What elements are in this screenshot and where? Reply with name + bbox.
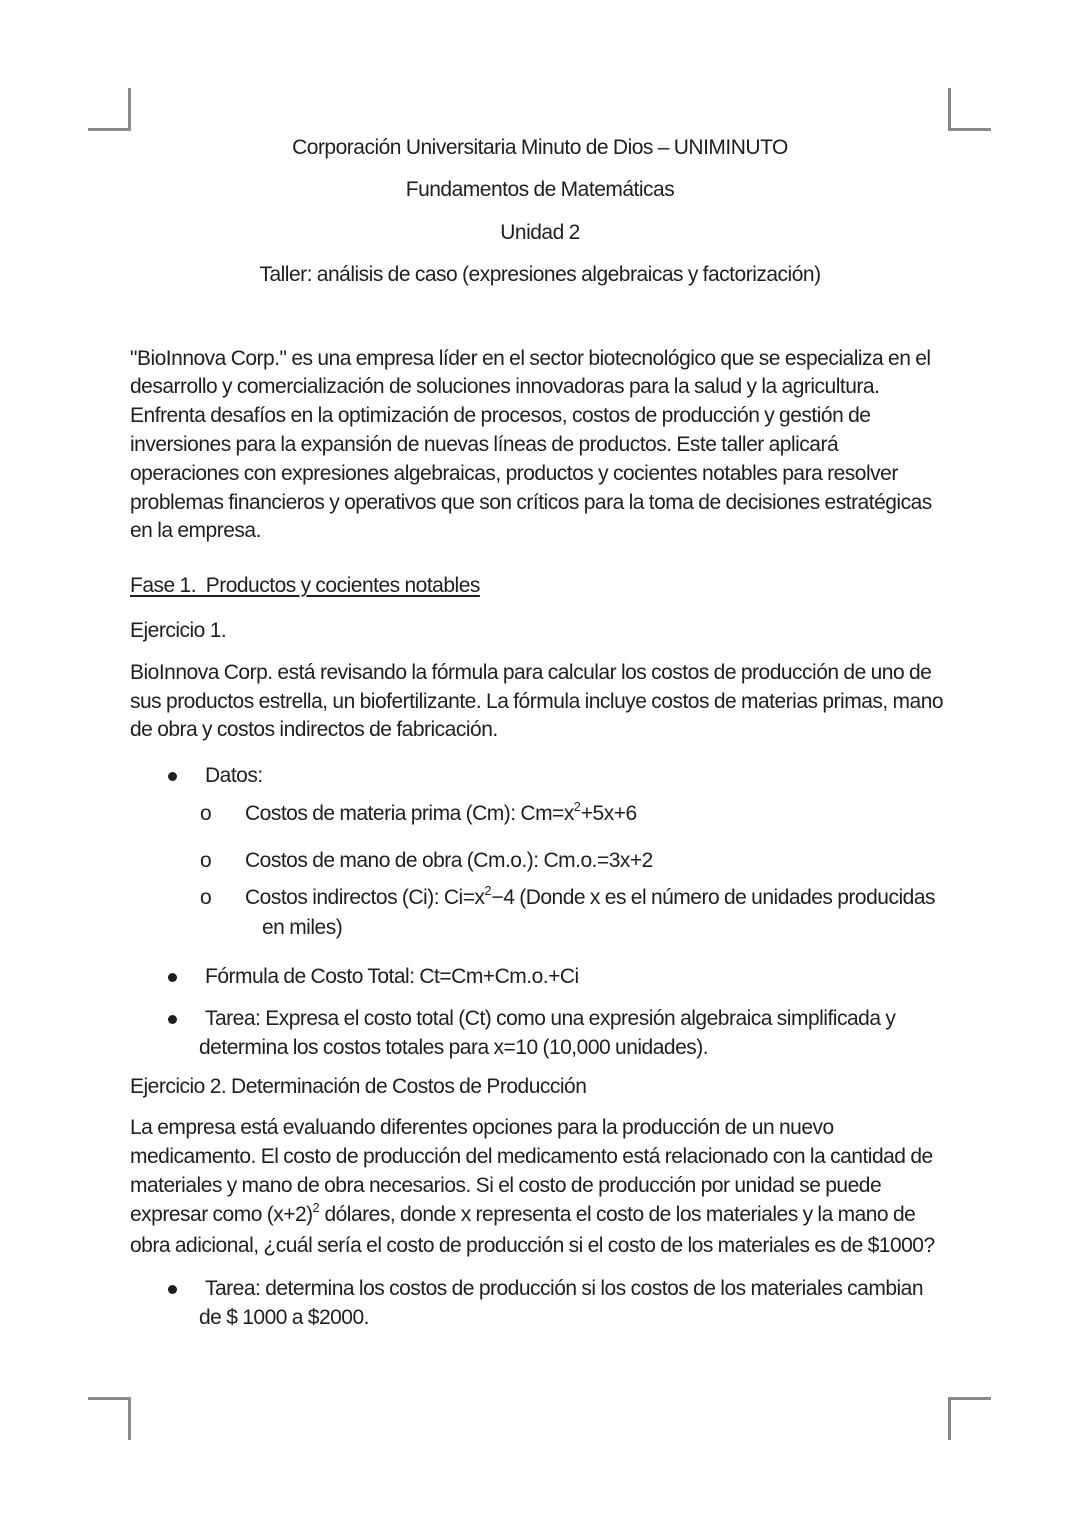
crop-mark-bottom-left [88, 1397, 131, 1440]
mano-de-obra-text: Costos de mano de obra (Cm.o.): Cm.o.=3x+2 [245, 848, 653, 872]
list-item-datos [130, 762, 950, 791]
ejercicio2-intro: La empresa está evaluando diferentes opciones para la producción de un nuevo medicamento. El costo de producción del medicamento está relacionado con la cantidad de materiales y mano de obra necesarios. Si el costo de producción por unidad se puede expresar como $(x+2)^2$ dólares, donde x representa el costo de los materiales y la mano de obra adicional, ¿cuál sería el costo de producción si el costo de los materiales es de $1000? [130, 1116, 935, 1257]
fase1-heading: Fase 1. Productos y cocientes notables [130, 574, 480, 598]
list-item-costos-indirectos [130, 884, 950, 944]
superscript-exponent: 2 [484, 883, 492, 898]
bullet-dot-icon [165, 762, 205, 781]
document-content [130, 134, 950, 1333]
tarea-2-text: Tarea: determina los costos de producción si los costos de los materiales cambian de $ 1000 a $2000. [199, 1277, 924, 1330]
list-item-mano-de-obra [130, 847, 950, 876]
datos-label: Datos: [205, 764, 263, 788]
list-item-tarea-2 [130, 1275, 950, 1333]
ejercicio1-intro: BioInnova Corp. está revisando la fórmula para calcular los costos de producción de uno de sus productos estrella, un biofertilizante. La fórmula incluye costos de materias primas, mano de obra y costos indirectos de fabricación. [130, 660, 944, 742]
crop-mark-bottom-right [948, 1397, 991, 1440]
circle-o-marker: o [200, 848, 212, 872]
doc-course: Fundamentos de Matemáticas [405, 178, 675, 202]
bullet-dot-icon [165, 963, 205, 982]
intro-paragraph: "BioInnova Corp." es una empresa líder en el sector biotecnológico que se especializa en el desarrollo y comercialización de soluciones innovadoras para la salud y la agricultura. Enfrenta desafíos en la optimización de procesos, costos de producción y gestión de inversiones para la expansión de nuevas líneas de productos. Este taller aplicará operaciones con expresiones algebraicas, productos y cocientes notables para resolver problemas financieros y operativos que son críticos para la toma de decisiones estratégicas en la empresa. [130, 346, 932, 543]
crop-mark-top-left [88, 88, 131, 131]
crop-mark-top-right [948, 88, 991, 131]
circle-o-marker: o [200, 802, 212, 826]
superscript-exponent: 2 [312, 1200, 320, 1215]
ejercicio1-title: Ejercicio 1. [130, 619, 227, 643]
doc-title: Taller: análisis de caso (expresiones algebraicas y factorización) [259, 262, 821, 286]
ejercicio2-title: Ejercicio 2. Determinación de Costos de Producción [130, 1074, 587, 1098]
tarea-1-text: Tarea: Expresa el costo total (Ct) como una expresión algebraica simplificada y determina los costos totales para x=10 (10,000 unidades). [199, 1007, 896, 1059]
superscript-exponent: 2 [573, 800, 581, 815]
circle-o-marker: o [200, 885, 212, 909]
costos-indirectos-text: Costos indirectos (Ci): $Ci=x^2-4$ (Donde x es el número de unidades producidas en miles) [245, 883, 935, 940]
list-item-formula [130, 963, 950, 992]
formula-text: Fórmula de Costo Total: Ct=Cm+Cm.o.+Ci [205, 965, 579, 989]
list-item-materia-prima [130, 800, 950, 831]
doc-institution: Corporación Universitaria Minuto de Dios – UNIMINUTO [292, 136, 788, 159]
materia-prima-text: Costos de materia prima (Cm): $Cm=x^2+5x+6$ [245, 800, 637, 826]
doc-unit: Unidad 2 [500, 220, 580, 244]
list-item-tarea-1 [130, 1005, 950, 1063]
